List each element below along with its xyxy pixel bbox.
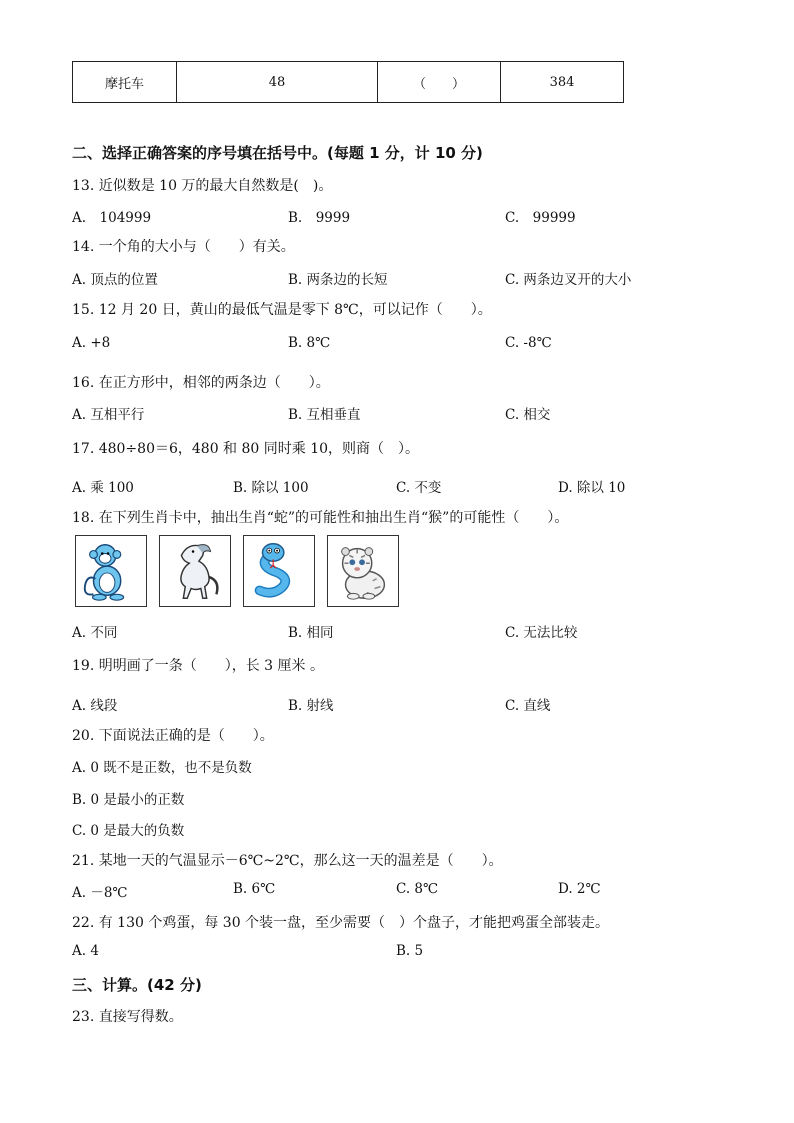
question-16: 16. 在正方形中，相邻的两条边（ ）。 (72, 375, 330, 391)
question-22: 22. 有 130 个鸡蛋，每 30 个装一盘，至少需要（ ）个盘子，才能把鸡蛋全部装走。 (72, 915, 610, 931)
horse-icon (160, 536, 230, 606)
table-cell-blank: （ ） (378, 62, 501, 103)
question-17: 17. 480÷80＝6，480 和 80 同时乘 10，则商（ ）。 (72, 441, 420, 457)
q22-option-b[interactable]: B. 5 (396, 943, 424, 959)
q22-option-a[interactable]: A. 4 (72, 943, 99, 959)
q21-option-d[interactable]: D. 2℃ (558, 881, 601, 897)
q18-option-a[interactable]: A. 不同 (72, 625, 118, 641)
q21-option-b[interactable]: B. 6℃ (233, 881, 276, 897)
question-21: 21. 某地一天的气温显示－6℃~2℃，那么这一天的温差是（ ）。 (72, 853, 503, 869)
table-cell-total: 384 (501, 62, 624, 103)
q16-option-a[interactable]: A. 互相平行 (72, 407, 145, 423)
zodiac-cards (75, 535, 399, 607)
question-23: 23. 直接写得数。 (72, 1009, 183, 1025)
q16-option-b[interactable]: B. 互相垂直 (288, 407, 361, 423)
vehicle-table (72, 61, 624, 103)
q14-option-a[interactable]: A. 顶点的位置 (72, 272, 158, 288)
q15-option-b[interactable]: B. 8℃ (288, 335, 331, 351)
q18-option-b[interactable]: B. 相同 (288, 625, 334, 641)
question-20: 20. 下面说法正确的是（ ）。 (72, 728, 274, 744)
q19-option-b[interactable]: B. 射线 (288, 698, 334, 714)
q16-option-c[interactable]: C. 相交 (505, 407, 551, 423)
q19-option-a[interactable]: A. 线段 (72, 698, 118, 714)
q14-option-c[interactable]: C. 两条边叉开的大小 (505, 272, 632, 288)
q20-option-b[interactable]: B. 0 是最小的正数 (72, 792, 185, 808)
q17-option-a[interactable]: A. 乘 100 (72, 480, 134, 496)
table-row (73, 62, 624, 103)
zodiac-card-monkey (75, 535, 147, 607)
table-cell-vehicle: 摩托车 (73, 62, 177, 103)
q20-option-a[interactable]: A. 0 既不是正数，也不是负数 (72, 760, 252, 776)
zodiac-card-tiger (327, 535, 399, 607)
question-19: 19. 明明画了一条（ ），长 3 厘米 。 (72, 658, 324, 674)
tiger-icon (328, 536, 398, 606)
question-18: 18. 在下列生肖卡中，抽出生肖“蛇”的可能性和抽出生肖“猴”的可能性（ ）。 (72, 510, 569, 526)
q17-option-d[interactable]: D. 除以 10 (558, 480, 626, 496)
question-15: 15. 12 月 20 日，黄山的最低气温是零下 8℃，可以记作（ ）。 (72, 302, 492, 318)
snake-icon (244, 536, 314, 606)
q13-option-c[interactable]: C. 99999 (505, 210, 576, 226)
zodiac-card-snake (243, 535, 315, 607)
q19-option-c[interactable]: C. 直线 (505, 698, 551, 714)
zodiac-card-horse (159, 535, 231, 607)
question-13: 13. 近似数是 10 万的最大自然数是( )。 (72, 178, 333, 194)
q15-option-a[interactable]: A. +8 (72, 335, 111, 351)
section-2-title: 二、选择正确答案的序号填在括号中。(每题 1 分，计 10 分) (72, 144, 483, 162)
q17-option-b[interactable]: B. 除以 100 (233, 480, 309, 496)
section-3-title: 三、计算。(42 分) (72, 976, 202, 994)
table-cell-value: 48 (177, 62, 378, 103)
q17-option-c[interactable]: C. 不变 (396, 480, 442, 496)
q21-option-c[interactable]: C. 8℃ (396, 881, 439, 897)
question-14: 14. 一个角的大小与（ ）有关。 (72, 239, 295, 255)
q15-option-c[interactable]: C. -8℃ (505, 335, 552, 351)
monkey-icon (76, 536, 146, 606)
q21-option-a[interactable]: A. －8℃ (72, 885, 128, 901)
q18-option-c[interactable]: C. 无法比较 (505, 625, 578, 641)
q13-option-a[interactable]: A. 104999 (72, 210, 152, 226)
q13-option-b[interactable]: B. 9999 (288, 210, 351, 226)
q20-option-c[interactable]: C. 0 是最大的负数 (72, 823, 185, 839)
q14-option-b[interactable]: B. 两条边的长短 (288, 272, 388, 288)
